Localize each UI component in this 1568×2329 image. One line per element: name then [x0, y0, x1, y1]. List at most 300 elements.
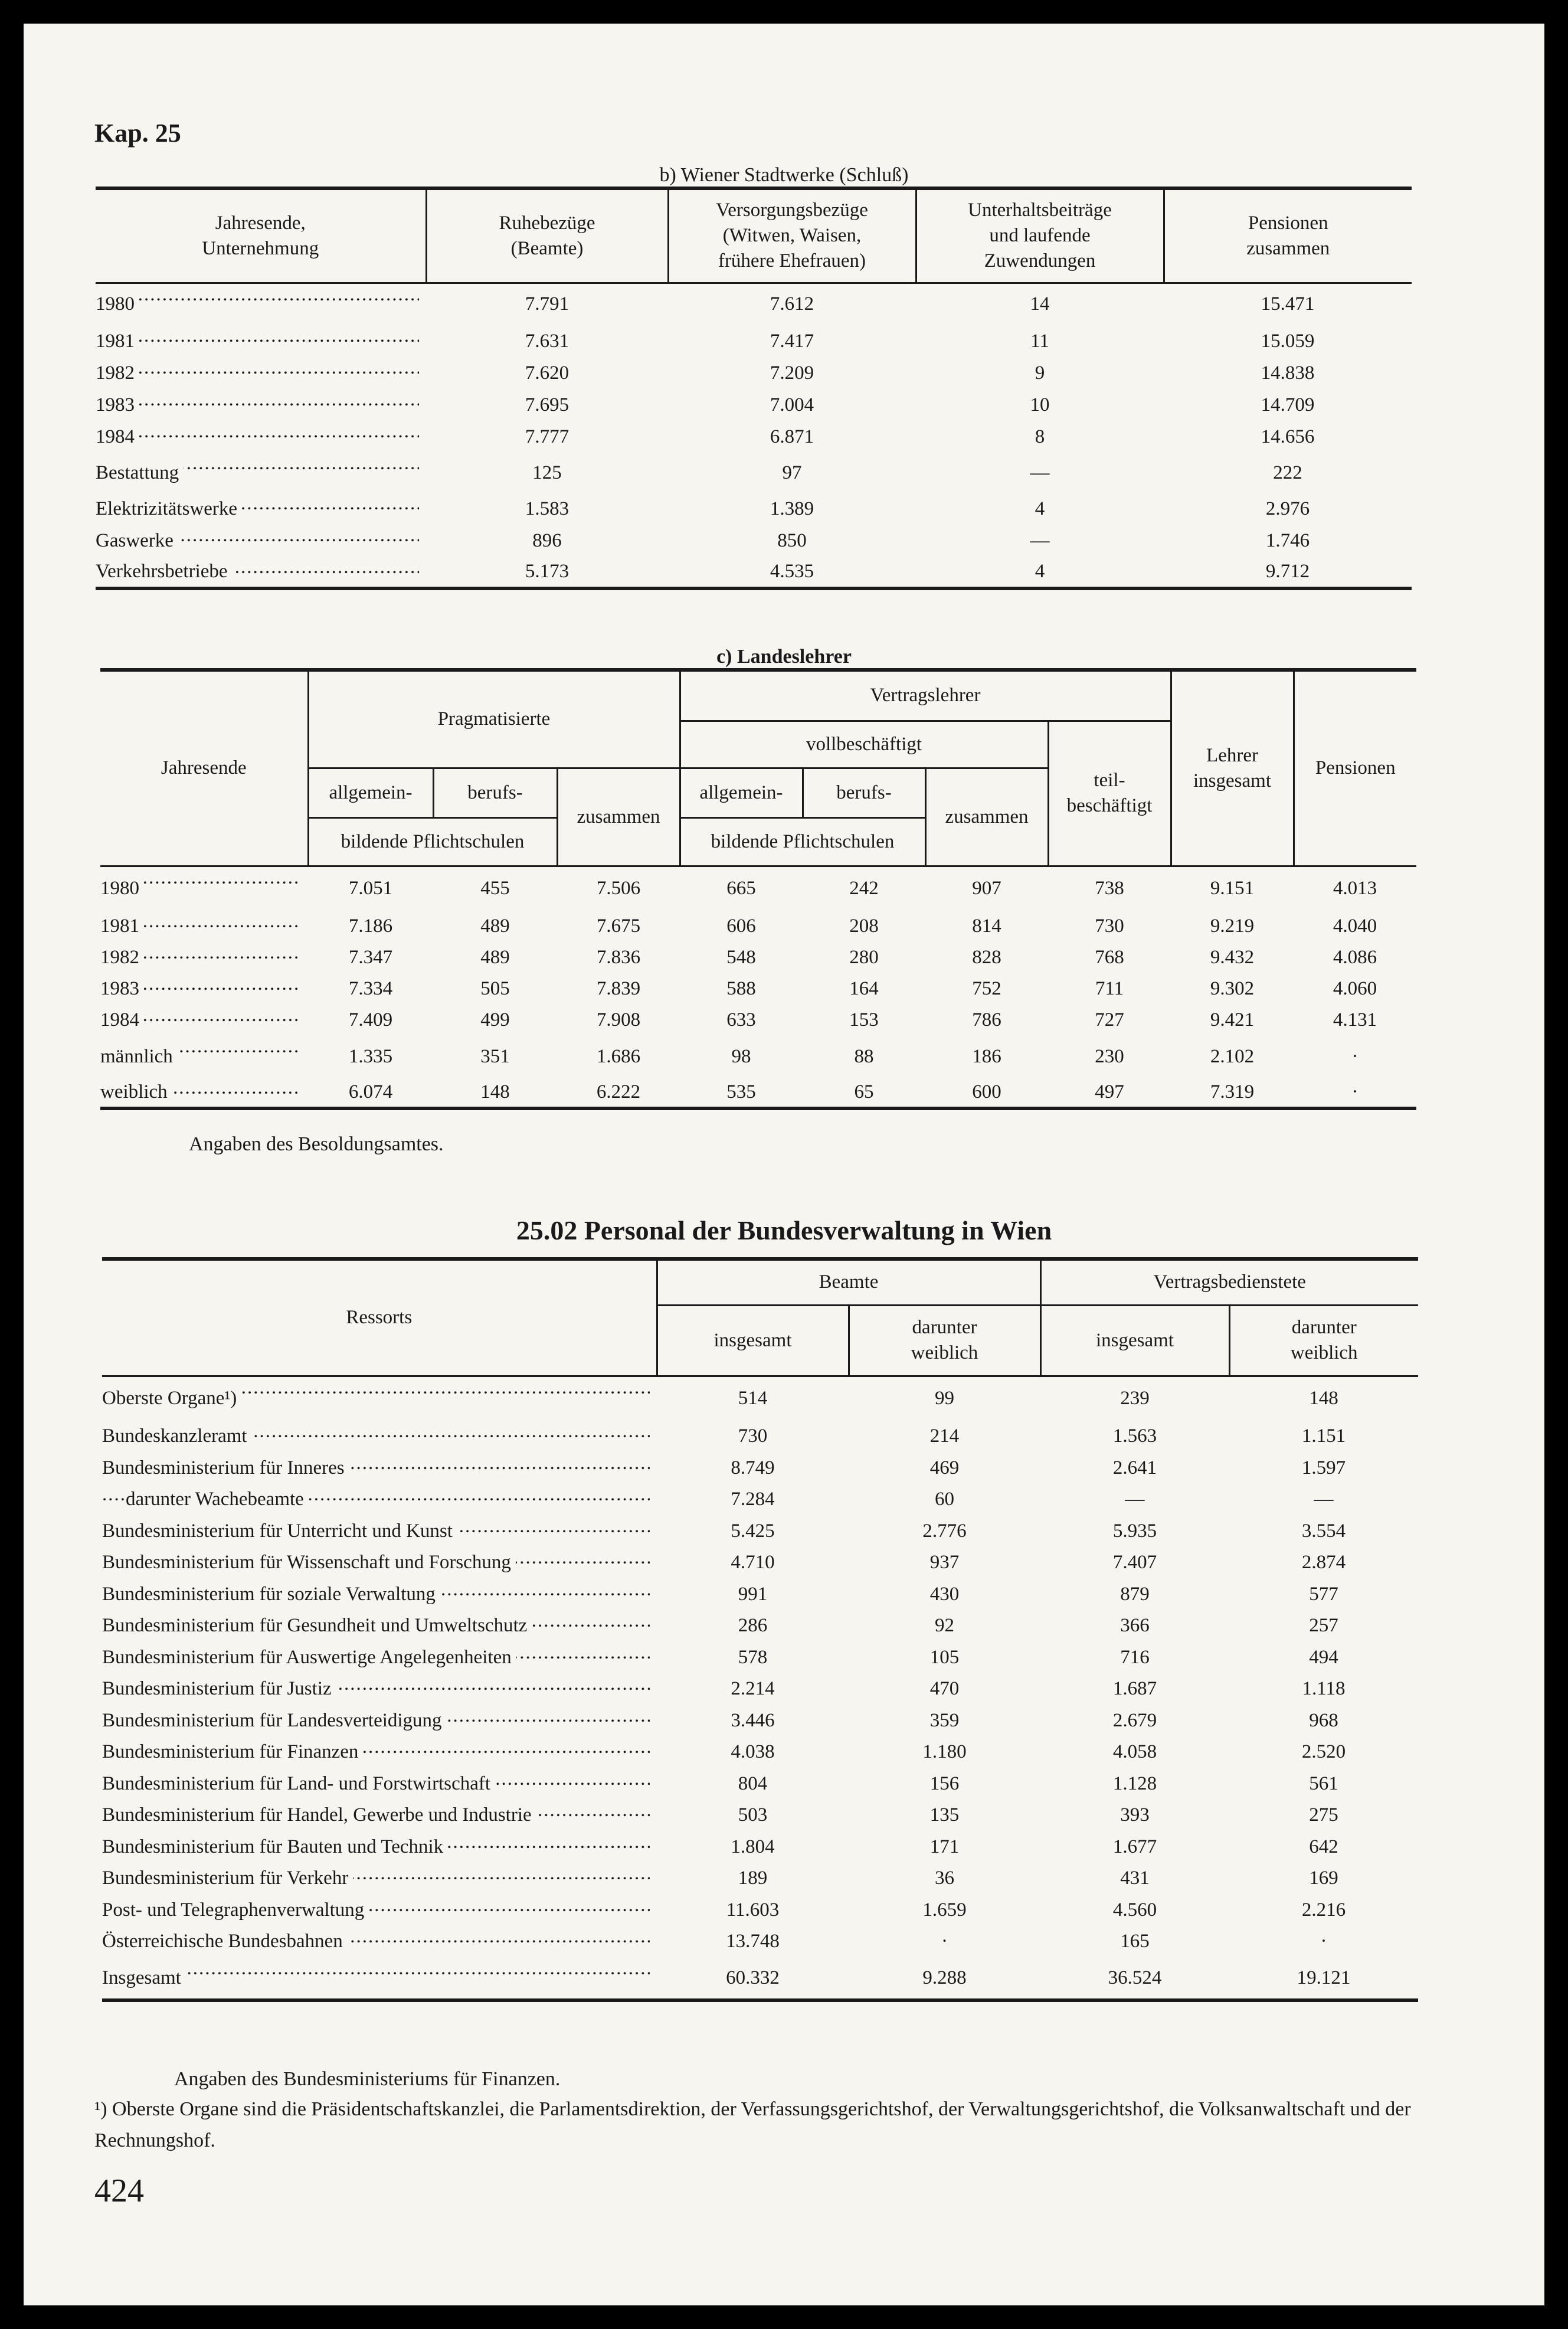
row-label [102, 1642, 657, 1674]
header-lehrer-insgesamt: Lehrer insgesamt [1171, 670, 1294, 866]
row-label-text: Bundesministerium für Land- und Forstwirtschaft [102, 1773, 495, 1794]
header-teilbeschaeftigt: teil- beschäftigt [1048, 721, 1171, 866]
table-row [96, 525, 1412, 557]
cell-value: 431 [1120, 1867, 1150, 1889]
cell-value: 2.776 [922, 1520, 967, 1542]
cell-value: 366 [1120, 1615, 1150, 1637]
cell-value: 148 [1309, 1388, 1338, 1409]
cell-value: 588 [726, 978, 756, 999]
cell-value: 351 [480, 1045, 510, 1067]
row-label-text: Bundesministerium für Inneres [102, 1457, 349, 1478]
cell-value: 15.059 [1261, 330, 1315, 352]
cell-value: 7.209 [770, 362, 814, 384]
cell-value: 9.288 [922, 1967, 967, 1988]
cell-value: 937 [929, 1552, 960, 1574]
cell-value: 2.976 [1265, 498, 1310, 519]
cell-value: 7.695 [525, 394, 569, 416]
cell-value: 99 [935, 1388, 954, 1409]
cell-value: 879 [1120, 1583, 1150, 1605]
cell-value: 503 [738, 1804, 768, 1826]
table-row [102, 1736, 1418, 1768]
cell-value: 494 [1309, 1646, 1338, 1668]
cell-value: 7.612 [770, 293, 814, 315]
cell-value: 10 [1030, 394, 1050, 416]
cell-value: 7.620 [525, 362, 569, 384]
table-row [102, 1958, 1418, 2000]
table-row [102, 1484, 1418, 1516]
cell-value: 7.051 [348, 878, 393, 899]
row-label-text: 1981 [96, 331, 139, 352]
cell-value: 7.186 [348, 915, 393, 937]
table-row [102, 1673, 1418, 1705]
cell-value: 9.421 [1210, 1009, 1255, 1031]
cell-value: 814 [972, 915, 1001, 937]
cell-value: 2.102 [1210, 1045, 1255, 1067]
header-prag-zusammen: zusammen [557, 768, 680, 866]
table-row [96, 283, 1412, 325]
header-beamte: Beamte [657, 1259, 1040, 1305]
cell-value: 14.709 [1261, 394, 1315, 416]
cell-value: 5.173 [525, 561, 569, 582]
cell-value: 2.874 [1301, 1552, 1346, 1574]
cell-value: 5.935 [1112, 1520, 1157, 1542]
table-row [102, 1610, 1418, 1642]
cell-value: 14 [1030, 293, 1050, 315]
cell-value: 4.013 [1333, 878, 1377, 899]
row-label [102, 1863, 657, 1895]
row-label-text: Gaswerke [96, 530, 178, 551]
cell-value: 7.334 [348, 978, 393, 999]
cell-value: — [1314, 1489, 1334, 1510]
cell-value: 469 [929, 1457, 960, 1478]
cell-value: 6.222 [596, 1081, 641, 1103]
cell-value: 105 [929, 1646, 960, 1668]
cell-value: 11.603 [726, 1899, 780, 1921]
cell-value: 1.335 [348, 1045, 393, 1067]
cell-value: 359 [929, 1709, 960, 1731]
row-label [102, 1516, 657, 1548]
cell-value: 7.791 [525, 293, 569, 315]
cell-value: 738 [1095, 878, 1124, 899]
cell-value: 239 [1120, 1388, 1150, 1409]
cell-value: — [1125, 1489, 1145, 1510]
row-label [100, 1077, 308, 1108]
cell-value: · [941, 1931, 948, 1952]
header-jahresende-unternehmung: Jahresende, Unternehmung [96, 188, 426, 283]
row-label-text: Bundesministerium für Verkehr [102, 1867, 353, 1889]
row-label [102, 1800, 657, 1831]
cell-value: 242 [849, 878, 879, 899]
cell-value: 7.319 [1210, 1081, 1255, 1103]
table-row [100, 973, 1416, 1005]
header-vertr-zusammen: zusammen [925, 768, 1048, 866]
row-label-text: 1983 [100, 978, 144, 999]
cell-value: 1.677 [1112, 1836, 1157, 1857]
row-label-text: Post- und Telegraphenverwaltung [102, 1899, 369, 1921]
table-row [102, 1421, 1418, 1453]
row-label [102, 1673, 657, 1705]
row-label-text: Bundesministerium für Landesverteidigung [102, 1710, 447, 1731]
row-label [96, 525, 426, 557]
cell-value: 286 [738, 1615, 768, 1637]
section-2502-title: 25.02 Personal der Bundesverwaltung in Wien [516, 1215, 1052, 1245]
cell-value: 7.777 [525, 426, 569, 447]
row-label-text: 1984 [100, 1009, 144, 1031]
cell-value: 393 [1120, 1804, 1150, 1826]
cell-value: 752 [972, 978, 1001, 999]
cell-value: 6.871 [770, 426, 814, 447]
cell-value: 7.407 [1112, 1552, 1157, 1574]
row-label [100, 911, 308, 942]
cell-value: 153 [849, 1009, 879, 1031]
cell-value: 8.749 [731, 1457, 775, 1478]
header-vb-darunter-weiblich: darunter weiblich [1229, 1305, 1418, 1376]
row-label [100, 1005, 308, 1036]
table-row [100, 1005, 1416, 1036]
table-row [100, 942, 1416, 973]
cell-value: 9 [1035, 362, 1045, 384]
footnote: ¹) Oberste Organe sind die Präsidentschaftskanzlei, die Parlamentsdirektion, der Verfassungsgerichtshof, der Verwaltungsgerichtshof, die Volksanwaltschaft und der Rechnungshof. [94, 2098, 1411, 2151]
table-row [100, 866, 1416, 911]
row-label [102, 1547, 657, 1579]
header-prag-berufs: berufs- [433, 768, 557, 817]
cell-value: 7.675 [596, 915, 641, 937]
row-label-text: 1982 [96, 362, 139, 384]
cell-value: 7.908 [596, 1009, 641, 1031]
cell-value: 4 [1035, 498, 1045, 519]
cell-value: 98 [731, 1045, 751, 1067]
row-label-text: 1980 [100, 878, 144, 899]
row-label-text: Verkehrsbetriebe [96, 561, 233, 582]
cell-value: 60 [935, 1489, 954, 1510]
cell-value: 280 [849, 947, 879, 968]
row-label [102, 1376, 657, 1421]
row-label [96, 389, 426, 421]
cell-value: 786 [972, 1009, 1001, 1031]
row-label-text: 1982 [100, 947, 144, 968]
row-label-text: Bundesministerium für Gesundheit und Umweltschutz [102, 1615, 532, 1636]
row-label-text: darunter Wachebeamte [126, 1489, 309, 1510]
cell-value: 5.425 [731, 1520, 775, 1542]
row-label-text: Bundesministerium für Justiz [102, 1678, 336, 1699]
cell-value: 125 [532, 462, 562, 483]
chapter-label: Kap. 25 [94, 119, 181, 148]
row-label [96, 493, 426, 525]
table-personal-bundesverwaltung [102, 1257, 1418, 2002]
row-label [102, 1484, 657, 1516]
cell-value: 257 [1309, 1615, 1338, 1637]
cell-value: 968 [1309, 1709, 1338, 1731]
cell-value: 1.180 [922, 1741, 967, 1763]
row-label [102, 1958, 657, 2000]
row-label [102, 1768, 657, 1800]
row-label [102, 1579, 657, 1611]
cell-value: 1.583 [525, 498, 569, 519]
cell-value: 4.058 [1112, 1741, 1157, 1763]
cell-value: 14.656 [1261, 426, 1315, 447]
row-label [96, 453, 426, 493]
cell-value: 65 [854, 1081, 874, 1103]
cell-value: 489 [480, 915, 510, 937]
cell-value: 7.836 [596, 947, 641, 968]
row-label-text: Bundesministerium für Bauten und Technik [102, 1836, 448, 1857]
header-beamte-darunter-weiblich: darunter weiblich [849, 1305, 1040, 1376]
cell-value: 88 [854, 1045, 874, 1067]
row-label-text: 1980 [96, 293, 139, 315]
header-jahresende: Jahresende [100, 670, 308, 866]
cell-value: 222 [1273, 462, 1302, 483]
cell-value: 60.332 [726, 1967, 780, 1988]
cell-value: 3.446 [731, 1709, 775, 1731]
cell-value: 19.121 [1297, 1967, 1351, 1988]
cell-value: 1.746 [1265, 529, 1310, 551]
cell-value: 2.679 [1112, 1709, 1157, 1731]
row-label [100, 866, 308, 911]
table-row [100, 911, 1416, 942]
cell-value: 92 [935, 1615, 954, 1637]
cell-value: 514 [738, 1388, 768, 1409]
row-label [102, 1421, 657, 1453]
row-label [102, 1831, 657, 1863]
row-label [96, 557, 426, 588]
header-ruhebezuege: Ruhebezüge (Beamte) [426, 188, 668, 283]
cell-value: 4.535 [770, 561, 814, 582]
page-number: 424 [94, 2173, 144, 2209]
cell-value: 148 [480, 1081, 510, 1103]
row-label-text: Bundesministerium für Finanzen [102, 1741, 363, 1762]
cell-value: 4.060 [1333, 978, 1377, 999]
header-vertragslehrer: Vertragslehrer [680, 670, 1171, 721]
table-row [102, 1453, 1418, 1484]
row-label [102, 1736, 657, 1768]
cell-value: 470 [929, 1678, 960, 1700]
cell-value: · [1351, 1045, 1359, 1067]
cell-value: 208 [849, 915, 879, 937]
row-label [100, 942, 308, 973]
cell-value: 164 [849, 978, 879, 999]
cell-value: 716 [1120, 1646, 1150, 1668]
header-versorgungsbezuege: Versorgungsbezüge (Witwen, Waisen, frühere Ehefrauen) [668, 188, 916, 283]
cell-value: 7.284 [731, 1489, 775, 1510]
table-row [102, 1895, 1418, 1926]
table-row [102, 1516, 1418, 1548]
row-label-text: Bundesministerium für soziale Verwaltung [102, 1584, 440, 1605]
cell-value: 606 [726, 915, 756, 937]
row-label-text: Bestattung [96, 462, 184, 483]
cell-value: 165 [1120, 1931, 1150, 1952]
row-label [100, 973, 308, 1005]
row-label [102, 1926, 657, 1958]
table-wiener-stadtwerke [96, 187, 1412, 590]
header-vertragsbedienstete: Vertragsbedienstete [1040, 1259, 1418, 1305]
cell-value: 8 [1035, 426, 1045, 447]
row-label [100, 1036, 308, 1077]
table-row [102, 1831, 1418, 1863]
cell-value: 9.219 [1210, 915, 1255, 937]
cell-value: 455 [480, 878, 510, 899]
cell-value: 171 [929, 1836, 960, 1857]
cell-value: 1.804 [731, 1836, 775, 1857]
cell-value: 7.409 [348, 1009, 393, 1031]
row-label-text: 1981 [100, 915, 144, 937]
cell-value: 169 [1309, 1867, 1338, 1889]
table-row [102, 1547, 1418, 1579]
row-label-text: 1983 [96, 394, 139, 416]
cell-value: 1.563 [1112, 1425, 1157, 1447]
cell-value: 850 [777, 529, 807, 551]
table-row [100, 1036, 1416, 1077]
cell-value: 1.128 [1112, 1772, 1157, 1794]
table-row [102, 1705, 1418, 1737]
document-page [24, 24, 1544, 2305]
cell-value: 9.302 [1210, 978, 1255, 999]
header-unterhaltsbeitraege: Unterhaltsbeiträge und laufende Zuwendungen [916, 188, 1164, 283]
cell-value: 7.004 [770, 394, 814, 416]
table-row [96, 493, 1412, 525]
cell-value: 1.151 [1301, 1425, 1346, 1447]
cell-value: 711 [1095, 978, 1124, 999]
cell-value: 896 [532, 529, 562, 551]
row-label [102, 1705, 657, 1737]
cell-value: 633 [726, 1009, 756, 1031]
cell-value: 14.838 [1261, 362, 1315, 384]
row-label [96, 421, 426, 453]
header-ressorts: Ressorts [102, 1259, 657, 1376]
row-label-text: 1984 [96, 426, 139, 447]
cell-value: 730 [738, 1425, 768, 1447]
cell-value: 991 [738, 1583, 768, 1605]
cell-value: 7.417 [770, 330, 814, 352]
table-row [102, 1800, 1418, 1831]
cell-value: 828 [972, 947, 1001, 968]
table-row [102, 1926, 1418, 1958]
table-row [96, 357, 1412, 389]
table-row [102, 1863, 1418, 1895]
cell-value: 497 [1095, 1081, 1124, 1103]
table-row [100, 1077, 1416, 1108]
cell-value: 7.839 [596, 978, 641, 999]
cell-value: 15.471 [1261, 293, 1315, 315]
cell-value: 3.554 [1301, 1520, 1346, 1542]
table-row [96, 389, 1412, 421]
row-label-text: Bundeskanzleramt [102, 1425, 252, 1447]
row-label-text: Bundesministerium für Unterricht und Kunst [102, 1520, 457, 1542]
cell-value: 2.641 [1112, 1457, 1157, 1478]
header-vb-insgesamt: insgesamt [1040, 1305, 1229, 1376]
row-label-text: Bundesministerium für Handel, Gewerbe und Industrie [102, 1804, 536, 1826]
cell-value: 4 [1035, 561, 1045, 582]
table-row [102, 1579, 1418, 1611]
cell-value: 2.216 [1301, 1899, 1346, 1921]
cell-value: 548 [726, 947, 756, 968]
cell-value: 642 [1309, 1836, 1338, 1857]
cell-value: 577 [1309, 1583, 1338, 1605]
cell-value: · [1320, 1931, 1327, 1952]
cell-value: 36 [935, 1867, 954, 1889]
cell-value: 505 [480, 978, 510, 999]
header-pensionen-zusammen: Pensionen zusammen [1164, 188, 1412, 283]
table-landeslehrer [100, 668, 1416, 1110]
cell-value: 4.038 [731, 1741, 775, 1763]
cell-value: 730 [1095, 915, 1124, 937]
table-row [102, 1642, 1418, 1674]
cell-value: 13.748 [726, 1931, 780, 1952]
source-note-besoldungsamt: Angaben des Besoldungsamtes. [189, 1133, 444, 1155]
header-vertr-bildende: bildende Pflichtschulen [680, 817, 925, 866]
row-label-text: weiblich [100, 1081, 172, 1103]
cell-value: 7.347 [348, 947, 393, 968]
row-label [96, 283, 426, 325]
cell-value: 11 [1030, 330, 1049, 352]
row-label [102, 1610, 657, 1642]
row-label-text: männlich [100, 1046, 178, 1067]
row-label [96, 325, 426, 357]
header-beamte-insgesamt: insgesamt [657, 1305, 849, 1376]
row-label-text: Insgesamt [102, 1967, 186, 1988]
header-prag-bildende: bildende Pflichtschulen [308, 817, 557, 866]
header-vertr-berufs: berufs- [803, 768, 925, 817]
header-pensionen: Pensionen [1294, 670, 1416, 866]
header-vollbeschaeftigt: vollbeschäftigt [680, 721, 1048, 768]
row-label [102, 1895, 657, 1926]
cell-value: 275 [1309, 1804, 1338, 1826]
cell-value: 230 [1095, 1045, 1124, 1067]
header-vertr-allgemein: allgemein- [680, 768, 803, 817]
cell-value: 4.131 [1333, 1009, 1377, 1031]
cell-value: 9.432 [1210, 947, 1255, 968]
cell-value: 1.118 [1302, 1678, 1346, 1700]
cell-value: 4.560 [1112, 1899, 1157, 1921]
cell-value: — [1030, 462, 1050, 483]
row-label-text: Bundesministerium für Wissenschaft und Forschung [102, 1552, 516, 1573]
table-row [96, 453, 1412, 493]
cell-value: 186 [972, 1045, 1001, 1067]
cell-value: 1.686 [596, 1045, 641, 1067]
cell-value: 156 [929, 1772, 960, 1794]
cell-value: 768 [1095, 947, 1124, 968]
cell-value: 9.151 [1210, 878, 1255, 899]
cell-value: 578 [738, 1646, 768, 1668]
row-label [96, 357, 426, 389]
cell-value: 727 [1095, 1009, 1124, 1031]
table-row [102, 1768, 1418, 1800]
table-row [96, 557, 1412, 588]
section-c-title: c) Landeslehrer [716, 646, 852, 668]
table-row [96, 421, 1412, 453]
cell-value: 9.712 [1265, 561, 1310, 582]
cell-value: 7.631 [525, 330, 569, 352]
header-pragmatisierte: Pragmatisierte [308, 670, 680, 768]
cell-value: 2.520 [1301, 1741, 1346, 1763]
cell-value: 4.710 [731, 1552, 775, 1574]
cell-value: 1.687 [1112, 1678, 1157, 1700]
cell-value: 189 [738, 1867, 768, 1889]
cell-value: 214 [929, 1425, 960, 1447]
cell-value: 907 [972, 878, 1001, 899]
cell-value: 535 [726, 1081, 756, 1103]
section-b-title: b) Wiener Stadtwerke (Schluß) [659, 164, 909, 186]
cell-value: 600 [972, 1081, 1001, 1103]
cell-value: 135 [929, 1804, 960, 1826]
cell-value: 1.597 [1301, 1457, 1346, 1478]
cell-value: 561 [1309, 1772, 1338, 1794]
row-label-text: Oberste Organe¹) [102, 1388, 241, 1409]
cell-value: 1.659 [922, 1899, 967, 1921]
row-label-text: Elektrizitätswerke [96, 498, 242, 519]
cell-value: 499 [480, 1009, 510, 1031]
row-label-text: Bundesministerium für Auswertige Angelegenheiten [102, 1647, 516, 1668]
cell-value: 489 [480, 947, 510, 968]
